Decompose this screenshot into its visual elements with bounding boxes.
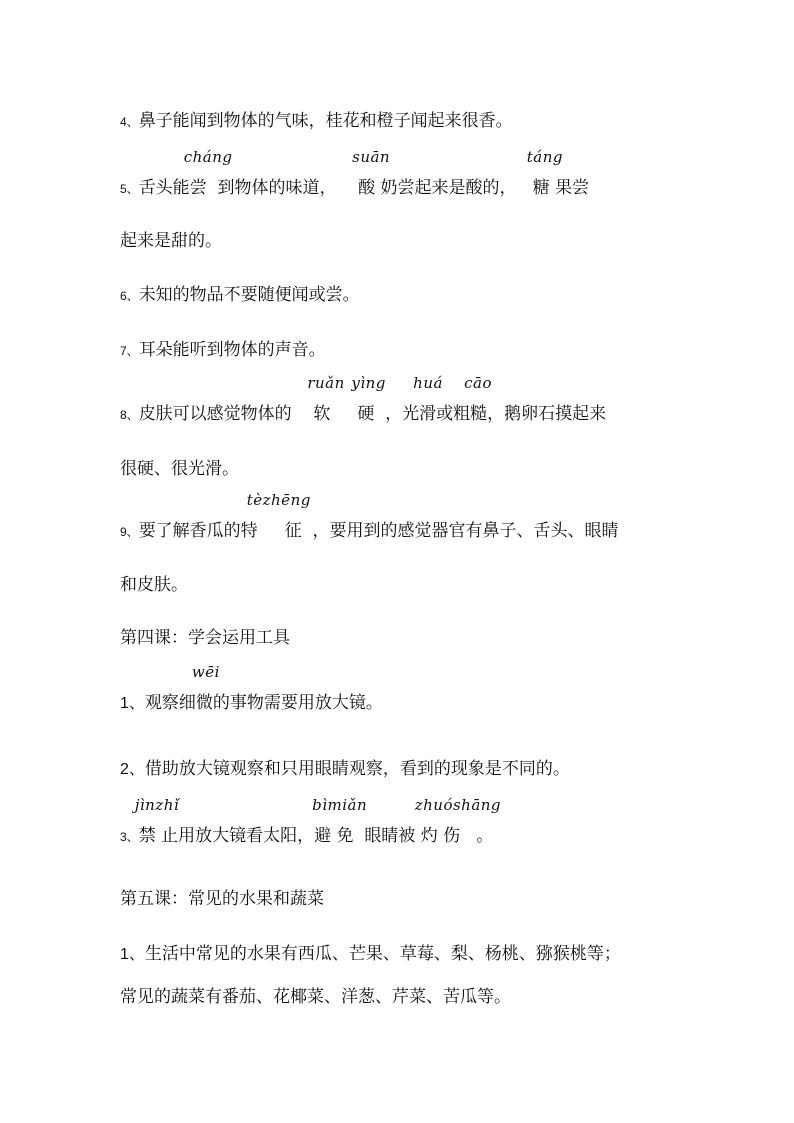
ruby-zhuoshang [414,796,502,846]
item-text: ，鹅卵石摸起来 [487,404,607,424]
item-text: 要了解香瓜的特 [138,521,258,541]
item-4 [120,106,513,131]
item-number: 3、 [120,830,139,844]
pinyin: tèzhēng [246,491,311,509]
hanzi: 尝 [189,178,207,198]
item-text: 未知的物品不要随便闻或尝。 [138,285,360,305]
item-text: 果尝 [555,178,590,198]
item-number: 5、 [120,182,139,196]
item-text: 生活中常见的水果有西瓜、芒果、草莓、梨、杨桃、猕猴桃等； [144,944,621,964]
pinyin: cháng [183,148,233,166]
item-text: 用放大镜看太阳， [178,826,315,846]
item-5 [120,148,590,198]
lesson-4-heading: 第四课：学会运用工具 [120,628,290,648]
item-text: 和皮肤。 [120,575,188,595]
item-number: 4、 [120,115,139,129]
hanzi: 禁 止 [138,826,179,846]
hanzi: 微 [195,693,213,713]
item-text: ，光 [385,404,420,424]
hanzi: 糖 [532,178,550,198]
item-text: 耳朵能听到物体的声音。 [138,340,326,360]
item-text: 或粗 [436,404,471,424]
item-text: 观察细 [144,693,196,713]
hanzi: 酸 [358,178,376,198]
hanzi: 糙 [470,404,488,424]
ruby-bimian [312,796,368,846]
item-number: 8、 [120,408,139,422]
item-text: 到物体的味道， [217,178,337,198]
item-text: 很硬、很光滑。 [120,459,239,479]
ruby-chang [183,148,233,198]
item-text: 鼻子能闻到物体的气味，桂花和橙子闻起来很香。 [138,111,513,131]
tool-item-1 [120,663,383,713]
item-number: 9、 [120,525,139,539]
hanzi: 灼 伤 [420,826,461,846]
ruby-wei [191,663,220,713]
item-text: 借助放大镜观察和只用眼睛观察，看到的现象是不同的。 [144,759,570,779]
item-text: ，要用到的感觉器官有鼻子、舌头、眼睛 [312,521,619,541]
item-7 [120,335,326,360]
pinyin: cāo [464,374,493,392]
pinyin: yìng [351,374,386,392]
fruit-item-1 [120,939,621,964]
item-number: 1、 [120,695,145,712]
pinyin: ruǎn [307,374,345,392]
item-text: 舌头能 [138,178,190,198]
item-8-cont [120,454,239,479]
item-5-cont [120,226,222,251]
ruby-ruan [307,374,345,424]
ruby-cao [464,374,493,424]
pinyin: wēi [191,663,220,681]
item-text: 皮肤可以感觉物体的 [138,404,292,424]
ruby-tang [526,148,563,198]
pinyin: zhuóshāng [414,796,502,814]
tool-item-2 [120,754,570,779]
item-8 [120,374,607,424]
hanzi: 软 [313,404,331,424]
item-number: 2、 [120,761,145,778]
item-text: 常见的蔬菜有番茄、花椰菜、洋葱、芹菜、苦瓜等。 [120,987,511,1007]
pinyin: suān [352,148,391,166]
tool-item-3 [120,796,502,846]
item-6 [120,280,360,305]
item-text: 。 [476,826,494,846]
pinyin: jìnzhǐ [134,796,180,814]
ruby-suan [352,148,391,198]
ruby-jinzhi [134,796,180,846]
item-text: 奶尝起来是酸的， [380,178,517,198]
hanzi: 征 [284,521,302,541]
item-text: 的事物需要用放大镜。 [212,693,383,713]
hanzi: 滑 [419,404,437,424]
item-text: 起来是甜的。 [120,231,222,251]
ruby-tezheng [246,491,311,541]
ruby-ying [351,374,386,424]
pinyin: huá [413,374,443,392]
item-text: 眼睛被 [364,826,416,846]
lesson-5-heading: 第五课：常见的水果和蔬菜 [120,889,324,909]
item-number: 7、 [120,344,139,358]
item-number: 1、 [120,946,145,963]
item-number: 6、 [120,289,139,303]
fruit-item-1-cont [120,982,511,1007]
pinyin: bìmiǎn [312,796,368,814]
ruby-hua [413,374,443,424]
item-9-cont [120,570,188,595]
pinyin: táng [526,148,563,166]
item-9 [120,491,619,541]
hanzi: 避 免 [314,826,354,846]
hanzi: 硬 [357,404,375,424]
